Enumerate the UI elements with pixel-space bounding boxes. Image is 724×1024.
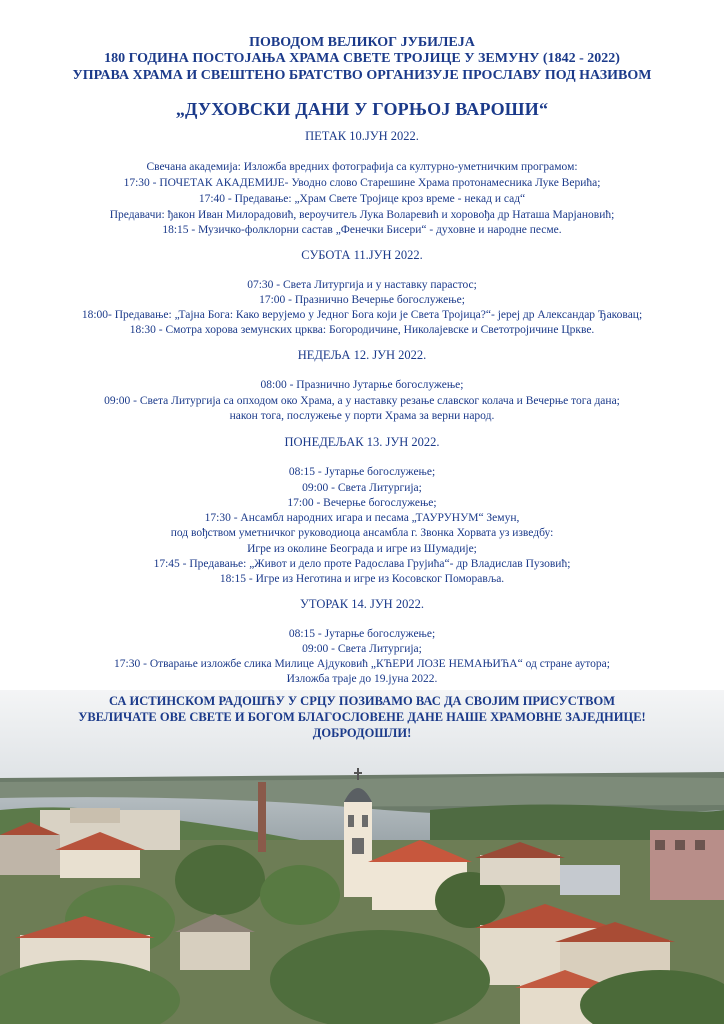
program-line: 18:30 - Смотра хорова земунских црква: Богородичине, Николајевске и Светотројичине Цркве. xyxy=(129,324,595,336)
day-heading-sunday: НЕДЕЉА 12. ЈУН 2022. xyxy=(297,348,427,362)
program-line: 18:00- Предавање: „Тајна Бога: Како верујемо у Једног Бога који је Света Тројица?“- јереј др Александар Ђаковац; xyxy=(81,309,643,321)
program-line: 08:00 - Празнично Јутарње богослужење; xyxy=(260,379,464,391)
closing-line-1: СА ИСТИНСКОМ РАДОШЋУ У СРЦУ ПОЗИВАМО ВАС ДА СВОЈИМ ПРИСУСТВОМ xyxy=(108,694,616,708)
event-title: „ДУХОВСКИ ДАНИ У ГОРЊОЈ ВАРОШИ“ xyxy=(175,99,549,119)
program-line: Свечана академија: Изложба вредних фотографија са културно-уметничким програмом: xyxy=(146,161,578,173)
closing-line-2: УВЕЛИЧАТЕ ОВЕ СВЕТЕ И БОГОМ БЛАГОСЛОВЕНЕ ДАНЕ НАШЕ ХРАМОВНЕ ЗАЈЕДНИЦЕ! xyxy=(78,710,646,724)
program-line: Изложба траје до 19.јуна 2022. xyxy=(286,673,438,685)
program-line: 17:00 - Вечерње богослужење; xyxy=(287,497,437,509)
program-line: 18:15 - Игре из Неготина и игре из Косовског Поморавља. xyxy=(219,573,505,585)
program-line: 08:15 - Јутарње богослужење; xyxy=(288,628,436,640)
program-line: 17:45 - Предавање: „Живот и дело проте Радослава Грујића“- др Владислав Пузовић; xyxy=(153,558,571,570)
program-line: 09:00 - Света Литургија; xyxy=(302,482,422,494)
program-line: 17:30 - Ансамбл народних игара и песама „ТАУРУНУМ“ Земун, xyxy=(204,512,520,524)
zemun-landscape-photo xyxy=(0,690,724,1024)
program-line: 09:00 - Света Литургија са опходом око Храма, а у наставку резање славског колача и Вечерње тога дана; xyxy=(104,395,620,407)
day-heading-friday: ПЕТАК 10.ЈУН 2022. xyxy=(305,129,419,143)
header-line-3: УПРАВА ХРАМА И СВЕШТЕНО БРАТСТВО ОРГАНИЗУЈЕ ПРОСЛАВУ ПОД НАЗИВОМ xyxy=(72,68,652,83)
program-line: 07:30 - Света Литургија и у наставку парастос; xyxy=(247,279,477,291)
program-line: 17:30 - ПОЧЕТАК АКАДЕМИЈЕ- Уводно слово Старешине Храма протонамесника Луке Верића; xyxy=(123,177,601,189)
program-line: 17:00 - Празнично Вечерње богослужење; xyxy=(259,294,465,306)
program-line: 09:00 - Света Литургија; xyxy=(302,643,422,655)
day-heading-saturday: СУБОТА 11.ЈУН 2022. xyxy=(301,248,423,262)
header-line-2: 180 ГОДИНА ПОСТОЈАЊА ХРАМА СВЕТЕ ТРОЈИЦЕ У ЗЕМУНУ (1842 - 2022) xyxy=(104,51,620,66)
program-line: након тога, послужење у порти Храма за верни народ. xyxy=(229,410,495,422)
program-line: 17:30 - Отварање изложбе слика Милице Ајдуковић „КЋЕРИ ЛОЗЕ НЕМАЊИЋА“ од стране аутора; xyxy=(114,658,610,670)
day-heading-tuesday: УТОРАК 14. ЈУН 2022. xyxy=(300,597,424,611)
program-line: Предавачи: ђакон Иван Милорадовић, вероучитељ Лука Воларевић и хоровођа др Наташа Марјановић; xyxy=(109,209,615,221)
program-line: под вођством уметничког руководиоца ансамбла г. Звонка Хорвата уз изведбу: xyxy=(170,527,554,539)
program-line: Игре из околине Београда и игре из Шумадије; xyxy=(247,543,477,555)
program-line: 18:15 - Музичко-фолклорни састав „Фенечки Бисери“ - духовне и народне песме. xyxy=(162,224,562,236)
program-line: 17:40 - Предавање: „Храм Свете Тројице кроз време - некад и сад“ xyxy=(198,193,526,205)
program-line: 08:15 - Јутарње богослужење; xyxy=(288,466,436,478)
day-heading-monday: ПОНЕДЕЉАК 13. ЈУН 2022. xyxy=(284,435,440,449)
closing-welcome: ДОБРОДОШЛИ! xyxy=(312,726,412,740)
header-line-1: ПОВОДОМ ВЕЛИКОГ ЈУБИЛЕЈА xyxy=(249,35,475,50)
